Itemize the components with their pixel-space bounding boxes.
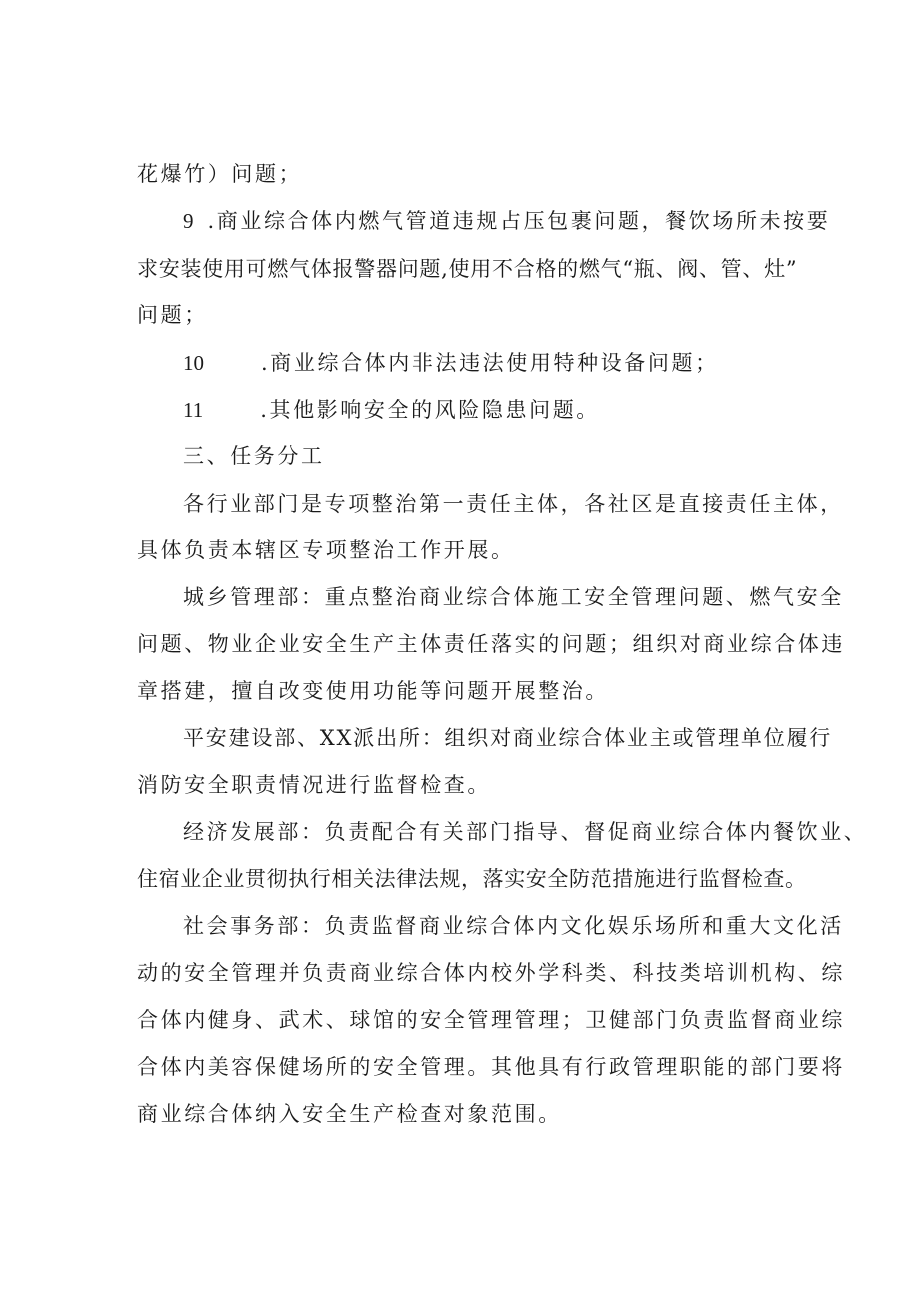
line-text: 问题； [137, 303, 208, 327]
line-text: 动的安全管理并负责商业综合体内校外学科类、科技类培训机构、综 [137, 961, 845, 985]
line-text: 商业综合体纳入安全生产检查对象范围。 [137, 1102, 562, 1126]
text-line [137, 159, 797, 189]
text-line [137, 254, 797, 284]
item-number: 10 [183, 351, 204, 375]
line-text: 求安装使用可燃气体报警器问题,使用不合格的燃气“瓶、阀、管、灶” [137, 257, 797, 281]
list-item-11 [183, 395, 797, 425]
line-text: .其他影响安全的风险隐患问题。 [260, 398, 600, 422]
line-text: 社会事务部：负责监督商业综合体内文化娱乐场所和重大文化活 [183, 914, 844, 938]
item-number: 9 [183, 209, 194, 233]
text-line [137, 864, 807, 894]
line-text: 具体负责本辖区专项整治工作开展。 [137, 538, 515, 562]
heading-text: 三、任务分工 [183, 444, 325, 468]
text-line [183, 723, 833, 753]
line-text: 城乡管理部：重点整治商业综合体施工安全管理问题、燃气安全 [183, 585, 844, 609]
line-text: 平安建设部、XX派出所：组织对商业综合体业主或管理单位履行 [183, 726, 833, 750]
text-line [137, 300, 797, 330]
text-line [137, 770, 797, 800]
text-line [183, 582, 844, 612]
list-item-10 [183, 348, 797, 378]
line-text: 合体内健身、武术、球馆的安全管理管理；卫健部门负责监督商业综 [137, 1008, 845, 1032]
text-line [137, 535, 797, 565]
line-text: 花爆竹）问题； [137, 162, 303, 186]
line-text: 经济发展部：负责配合有关部门指导、督促商业综合体内餐饮业、 [183, 820, 868, 844]
text-line [183, 489, 844, 519]
text-line [183, 817, 868, 847]
line-text: 问题、物业企业安全生产主体责任落实的问题；组织对商业综合体违 [137, 632, 845, 656]
line-text: 消防安全职责情况进行监督检查。 [137, 773, 491, 797]
line-text: 章搭建，擅自改变使用功能等问题开展整治。 [137, 679, 609, 703]
text-line [137, 629, 845, 659]
line-text: .商业综合体内燃气管道违规占压包裹问题，餐饮场所未按要 [207, 209, 831, 233]
text-line [137, 1052, 845, 1082]
line-text: 各行业部门是专项整治第一责任主体，各社区是直接责任主体， [183, 492, 844, 516]
text-line [137, 1005, 845, 1035]
item-number: 11 [183, 398, 204, 422]
line-text: 合体内美容保健场所的安全管理。其他具有行政管理职能的部门要将 [137, 1055, 845, 1079]
section-heading [183, 441, 797, 471]
text-line [137, 958, 845, 988]
text-line [183, 911, 844, 941]
text-line [137, 1099, 797, 1129]
line-text: 住宿业企业贯彻执行相关法律法规，落实安全防范措施进行监督检查。 [137, 867, 807, 891]
line-text: .商业综合体内非法违法使用特种设备问题； [261, 351, 719, 375]
list-item-9 [183, 206, 831, 236]
text-line [137, 676, 797, 706]
